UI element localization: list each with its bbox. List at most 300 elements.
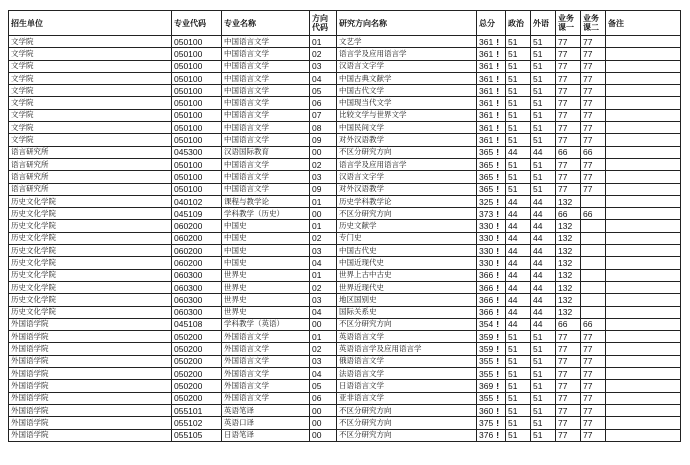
- cell-course-one: 77: [556, 48, 581, 60]
- cell-total-score: [477, 60, 506, 72]
- cell-major-code: 060300: [172, 269, 222, 281]
- cell-major-code: 050100: [172, 109, 222, 121]
- cell-foreign-language: 44: [531, 195, 556, 207]
- cell-total-score: [477, 306, 506, 318]
- cell-remark: [606, 417, 681, 429]
- cell-total-score: [477, 294, 506, 306]
- cell-politics: 44: [506, 208, 531, 220]
- cell-direction-code: 01: [310, 331, 337, 343]
- cell-course-two: [581, 232, 606, 244]
- cell-direction-name: 中国近现代史: [337, 257, 477, 269]
- cell-course-two: 77: [581, 429, 606, 441]
- cell-direction-name: 汉语言文字学: [337, 60, 477, 72]
- cell-unit: 语言研究所: [9, 158, 172, 170]
- cell-politics: 51: [506, 122, 531, 134]
- cell-direction-code: 07: [310, 109, 337, 121]
- cell-major-name: 外国语言文学: [222, 392, 310, 404]
- cell-foreign-language: 44: [531, 269, 556, 281]
- cell-direction-code: 09: [310, 183, 337, 195]
- cell-course-two: [581, 220, 606, 232]
- cell-unit: 历史文化学院: [9, 232, 172, 244]
- cell-unit: 历史文化学院: [9, 281, 172, 293]
- cell-course-one: 132: [556, 195, 581, 207]
- cell-direction-name: 国际关系史: [337, 306, 477, 318]
- cell-major-code: 060200: [172, 257, 222, 269]
- total-score-value: 366: [479, 270, 494, 281]
- header-row: [9, 11, 681, 36]
- table-row: [9, 220, 681, 232]
- cell-major-name: 世界史: [222, 281, 310, 293]
- cell-politics: 44: [506, 257, 531, 269]
- total-score-value: 375: [479, 417, 494, 428]
- cell-course-two: 66: [581, 318, 606, 330]
- cell-politics: 44: [506, 146, 531, 158]
- total-score-value: 361: [479, 73, 494, 84]
- cell-remark: [606, 232, 681, 244]
- table-row: [9, 343, 681, 355]
- cell-unit: 外国语学院: [9, 343, 172, 355]
- cell-direction-code: 03: [310, 245, 337, 257]
- cell-politics: 51: [506, 404, 531, 416]
- table-row: [9, 60, 681, 72]
- cell-politics: 51: [506, 392, 531, 404]
- cell-politics: 51: [506, 429, 531, 441]
- cell-foreign-language: 51: [531, 368, 556, 380]
- cell-major-name: 中国语言文学: [222, 171, 310, 183]
- cell-course-one: 77: [556, 392, 581, 404]
- cell-direction-code: 02: [310, 232, 337, 244]
- cell-unit: 历史文化学院: [9, 306, 172, 318]
- cell-major-name: 中国史: [222, 257, 310, 269]
- cell-major-code: 050100: [172, 158, 222, 170]
- cell-unit: 历史文化学院: [9, 195, 172, 207]
- cell-direction-name: 世界近现代史: [337, 281, 477, 293]
- cell-course-two: 77: [581, 183, 606, 195]
- total-score-value: 354: [479, 319, 494, 330]
- table-row: [9, 195, 681, 207]
- exclamation-icon: !: [496, 245, 500, 256]
- cell-total-score: [477, 109, 506, 121]
- cell-unit: 语言研究所: [9, 171, 172, 183]
- table-row: [9, 429, 681, 441]
- table-row: [9, 331, 681, 343]
- cell-politics: 51: [506, 171, 531, 183]
- cell-major-name: 中国语言文学: [222, 60, 310, 72]
- cell-major-name: 中国语言文学: [222, 109, 310, 121]
- cell-major-name: 外国语言文学: [222, 380, 310, 392]
- cell-direction-name: 中国民间文学: [337, 122, 477, 134]
- cell-direction-name: 英语语言文学: [337, 331, 477, 343]
- cell-major-name: 学科教学（历史）: [222, 208, 310, 220]
- exclamation-icon: !: [496, 393, 500, 404]
- cell-remark: [606, 72, 681, 84]
- cell-remark: [606, 97, 681, 109]
- total-score-value: 361: [479, 36, 494, 47]
- cell-direction-name: 不区分研究方向: [337, 417, 477, 429]
- cell-total-score: [477, 183, 506, 195]
- cell-politics: 51: [506, 368, 531, 380]
- cell-foreign-language: 51: [531, 48, 556, 60]
- total-score-value: 330: [479, 221, 494, 232]
- cell-unit: 文学院: [9, 36, 172, 48]
- total-score-value: 365: [479, 147, 494, 158]
- total-score-value: 373: [479, 208, 494, 219]
- cell-direction-name: 不区分研究方向: [337, 318, 477, 330]
- cell-course-one: 132: [556, 269, 581, 281]
- cell-direction-code: 04: [310, 306, 337, 318]
- cell-course-two: 77: [581, 331, 606, 343]
- cell-course-two: 77: [581, 343, 606, 355]
- cell-direction-code: 03: [310, 294, 337, 306]
- cell-direction-code: 00: [310, 146, 337, 158]
- cell-major-name: 日语笔译: [222, 429, 310, 441]
- total-score-value: 366: [479, 294, 494, 305]
- table-row: [9, 171, 681, 183]
- exclamation-icon: !: [496, 233, 500, 244]
- table-row: [9, 318, 681, 330]
- table-row: [9, 245, 681, 257]
- cell-major-code: 045300: [172, 146, 222, 158]
- exclamation-icon: !: [496, 368, 500, 379]
- cell-course-two: 77: [581, 97, 606, 109]
- total-score-value: 355: [479, 356, 494, 367]
- exclamation-icon: !: [496, 98, 500, 109]
- cell-major-code: 045109: [172, 208, 222, 220]
- cell-course-one: 77: [556, 97, 581, 109]
- cell-direction-name: 法语语言文学: [337, 368, 477, 380]
- cell-foreign-language: 44: [531, 257, 556, 269]
- cell-foreign-language: 51: [531, 331, 556, 343]
- cell-unit: 语言研究所: [9, 146, 172, 158]
- cell-unit: 文学院: [9, 122, 172, 134]
- cell-course-two: 77: [581, 85, 606, 97]
- cell-unit: 外国语学院: [9, 404, 172, 416]
- cell-remark: [606, 245, 681, 257]
- cell-course-two: 77: [581, 60, 606, 72]
- cell-total-score: [477, 257, 506, 269]
- cell-remark: [606, 368, 681, 380]
- cell-foreign-language: 51: [531, 85, 556, 97]
- cell-unit: 外国语学院: [9, 355, 172, 367]
- cell-major-name: 中国语言文学: [222, 97, 310, 109]
- cell-major-code: 050100: [172, 183, 222, 195]
- exclamation-icon: !: [496, 171, 500, 182]
- cell-total-score: [477, 380, 506, 392]
- cell-course-two: 66: [581, 208, 606, 220]
- cell-direction-name: 对外汉语教学: [337, 134, 477, 146]
- total-score-value: 376: [479, 430, 494, 441]
- exclamation-icon: !: [496, 221, 500, 232]
- cell-direction-name: 不区分研究方向: [337, 208, 477, 220]
- cell-unit: 文学院: [9, 60, 172, 72]
- total-score-value: 360: [479, 405, 494, 416]
- cell-foreign-language: 44: [531, 208, 556, 220]
- cell-foreign-language: 51: [531, 355, 556, 367]
- cell-direction-code: 05: [310, 85, 337, 97]
- cell-major-name: 英语笔译: [222, 404, 310, 416]
- cell-major-code: 060300: [172, 281, 222, 293]
- cell-unit: 外国语学院: [9, 392, 172, 404]
- cell-major-code: 040102: [172, 195, 222, 207]
- table-row: [9, 146, 681, 158]
- cell-unit: 外国语学院: [9, 429, 172, 441]
- cell-major-name: 世界史: [222, 269, 310, 281]
- cell-direction-code: 02: [310, 343, 337, 355]
- cell-course-two: [581, 269, 606, 281]
- table-row: [9, 294, 681, 306]
- cell-major-name: 外国语言文学: [222, 343, 310, 355]
- exclamation-icon: !: [496, 430, 500, 441]
- cell-foreign-language: 51: [531, 429, 556, 441]
- cell-unit: 文学院: [9, 85, 172, 97]
- cell-major-code: 050100: [172, 171, 222, 183]
- cell-course-one: 77: [556, 429, 581, 441]
- cell-politics: 51: [506, 183, 531, 195]
- cell-course-one: 77: [556, 171, 581, 183]
- cell-total-score: [477, 48, 506, 60]
- col-header: 政治: [506, 11, 531, 36]
- table-row: [9, 306, 681, 318]
- cell-total-score: [477, 281, 506, 293]
- cell-foreign-language: 44: [531, 232, 556, 244]
- cell-unit: 文学院: [9, 48, 172, 60]
- total-score-value: 355: [479, 393, 494, 404]
- total-score-value: 330: [479, 245, 494, 256]
- cell-course-two: 77: [581, 355, 606, 367]
- table-row: [9, 355, 681, 367]
- cell-major-code: 050100: [172, 72, 222, 84]
- cell-total-score: [477, 269, 506, 281]
- cell-course-one: 77: [556, 355, 581, 367]
- cell-politics: 51: [506, 331, 531, 343]
- cell-direction-code: 04: [310, 72, 337, 84]
- exclamation-icon: !: [496, 294, 500, 305]
- cell-direction-name: 地区国别史: [337, 294, 477, 306]
- cell-major-code: 060200: [172, 245, 222, 257]
- total-score-value: 366: [479, 282, 494, 293]
- cell-direction-code: 08: [310, 122, 337, 134]
- cell-politics: 44: [506, 281, 531, 293]
- cell-remark: [606, 48, 681, 60]
- cell-course-one: 77: [556, 343, 581, 355]
- cell-politics: 44: [506, 318, 531, 330]
- cell-direction-code: 04: [310, 257, 337, 269]
- cell-direction-name: 不区分研究方向: [337, 404, 477, 416]
- total-score-value: 325: [479, 196, 494, 207]
- cell-direction-name: 对外汉语教学: [337, 183, 477, 195]
- col-header: 研究方向名称: [337, 11, 477, 36]
- cell-direction-name: 中国古典文献学: [337, 72, 477, 84]
- cell-total-score: [477, 417, 506, 429]
- col-header: 外语: [531, 11, 556, 36]
- exclamation-icon: !: [496, 282, 500, 293]
- cell-direction-name: 俄语语言文学: [337, 355, 477, 367]
- cell-course-two: 77: [581, 380, 606, 392]
- cell-foreign-language: 44: [531, 220, 556, 232]
- cell-politics: 51: [506, 355, 531, 367]
- cell-course-one: 132: [556, 281, 581, 293]
- cell-foreign-language: 51: [531, 380, 556, 392]
- cell-course-two: 77: [581, 404, 606, 416]
- cell-course-one: 77: [556, 331, 581, 343]
- exclamation-icon: !: [496, 85, 500, 96]
- cell-major-name: 外国语言文学: [222, 368, 310, 380]
- col-header: 业务课二: [581, 11, 606, 36]
- cell-direction-code: 03: [310, 60, 337, 72]
- exclamation-icon: !: [496, 356, 500, 367]
- cell-unit: 历史文化学院: [9, 294, 172, 306]
- cell-unit: 历史文化学院: [9, 269, 172, 281]
- cell-direction-name: 中国古代文学: [337, 85, 477, 97]
- cell-course-one: 77: [556, 404, 581, 416]
- cell-politics: 51: [506, 85, 531, 97]
- cell-politics: 51: [506, 158, 531, 170]
- cell-total-score: [477, 208, 506, 220]
- cell-unit: 文学院: [9, 97, 172, 109]
- cell-direction-name: 语言学及应用语言学: [337, 158, 477, 170]
- table-row: [9, 269, 681, 281]
- table-row: [9, 134, 681, 146]
- cell-course-one: 77: [556, 183, 581, 195]
- cell-course-two: 77: [581, 48, 606, 60]
- total-score-value: 361: [479, 48, 494, 59]
- cell-direction-name: 汉语言文字学: [337, 171, 477, 183]
- cell-direction-code: 06: [310, 392, 337, 404]
- cell-total-score: [477, 368, 506, 380]
- cell-remark: [606, 109, 681, 121]
- exclamation-icon: !: [496, 122, 500, 133]
- cell-course-one: 132: [556, 245, 581, 257]
- cell-direction-name: 不区分研究方向: [337, 429, 477, 441]
- cell-course-two: 77: [581, 392, 606, 404]
- cell-remark: [606, 404, 681, 416]
- exclamation-icon: !: [496, 73, 500, 84]
- cell-politics: 44: [506, 232, 531, 244]
- cell-total-score: [477, 134, 506, 146]
- cell-course-one: 77: [556, 60, 581, 72]
- cell-remark: [606, 306, 681, 318]
- total-score-value: 330: [479, 257, 494, 268]
- cell-course-two: 77: [581, 134, 606, 146]
- col-header: 专业代码: [172, 11, 222, 36]
- cell-direction-name: 语言学及应用语言学: [337, 48, 477, 60]
- cell-direction-code: 02: [310, 281, 337, 293]
- cell-major-name: 中国史: [222, 245, 310, 257]
- table-row: [9, 97, 681, 109]
- cell-major-name: 中国史: [222, 220, 310, 232]
- col-header: 方向代码: [310, 11, 337, 36]
- table-row: [9, 48, 681, 60]
- cell-politics: 51: [506, 72, 531, 84]
- exclamation-icon: !: [496, 135, 500, 146]
- cell-major-code: 055105: [172, 429, 222, 441]
- cell-direction-code: 00: [310, 417, 337, 429]
- cell-unit: 外国语学院: [9, 368, 172, 380]
- cell-total-score: [477, 195, 506, 207]
- cell-major-name: 中国史: [222, 232, 310, 244]
- cell-major-code: 050200: [172, 331, 222, 343]
- cell-course-two: [581, 195, 606, 207]
- cell-major-code: 060200: [172, 232, 222, 244]
- cell-course-one: 132: [556, 220, 581, 232]
- cell-foreign-language: 44: [531, 306, 556, 318]
- exclamation-icon: !: [496, 61, 500, 72]
- cell-major-name: 学科教学（英语）: [222, 318, 310, 330]
- cell-major-name: 英语口译: [222, 417, 310, 429]
- cell-direction-code: 00: [310, 429, 337, 441]
- cell-major-name: 外国语言文学: [222, 331, 310, 343]
- cell-course-one: 77: [556, 72, 581, 84]
- cell-foreign-language: 51: [531, 122, 556, 134]
- cell-total-score: [477, 331, 506, 343]
- exclamation-icon: !: [496, 344, 500, 355]
- cell-foreign-language: 51: [531, 158, 556, 170]
- cell-remark: [606, 146, 681, 158]
- cell-direction-code: 01: [310, 269, 337, 281]
- total-score-value: 365: [479, 171, 494, 182]
- total-score-value: 359: [479, 344, 494, 355]
- cell-remark: [606, 134, 681, 146]
- table-row: [9, 417, 681, 429]
- total-score-value: 361: [479, 122, 494, 133]
- cell-remark: [606, 294, 681, 306]
- table-row: [9, 208, 681, 220]
- cell-course-two: 77: [581, 368, 606, 380]
- cell-direction-name: 亚非语言文学: [337, 392, 477, 404]
- table-row: [9, 36, 681, 48]
- cell-major-name: 中国语言文学: [222, 36, 310, 48]
- cell-direction-name: 历史文献学: [337, 220, 477, 232]
- table-row: [9, 392, 681, 404]
- cell-total-score: [477, 171, 506, 183]
- exclamation-icon: !: [496, 417, 500, 428]
- cell-major-code: 055102: [172, 417, 222, 429]
- table-row: [9, 85, 681, 97]
- cell-course-two: 77: [581, 72, 606, 84]
- cell-course-one: 77: [556, 380, 581, 392]
- cell-remark: [606, 220, 681, 232]
- cell-total-score: [477, 318, 506, 330]
- cell-direction-name: 英语语言学及应用语言学: [337, 343, 477, 355]
- cell-direction-code: 02: [310, 158, 337, 170]
- cell-major-code: 050200: [172, 355, 222, 367]
- cell-remark: [606, 171, 681, 183]
- cell-politics: 51: [506, 36, 531, 48]
- cell-foreign-language: 44: [531, 281, 556, 293]
- cell-politics: 44: [506, 306, 531, 318]
- cell-foreign-language: 44: [531, 245, 556, 257]
- cell-direction-code: 03: [310, 355, 337, 367]
- total-score-value: 365: [479, 184, 494, 195]
- cell-foreign-language: 44: [531, 146, 556, 158]
- cell-major-code: 050200: [172, 368, 222, 380]
- table-row: [9, 122, 681, 134]
- cell-major-name: 中国语言文学: [222, 48, 310, 60]
- cell-direction-name: 历史学科教学论: [337, 195, 477, 207]
- cell-foreign-language: 51: [531, 97, 556, 109]
- cell-major-code: 050200: [172, 343, 222, 355]
- cell-direction-name: 比较文学与世界文学: [337, 109, 477, 121]
- cell-foreign-language: 51: [531, 36, 556, 48]
- total-score-value: 361: [479, 61, 494, 72]
- cell-total-score: [477, 146, 506, 158]
- cell-remark: [606, 429, 681, 441]
- cell-course-one: 66: [556, 208, 581, 220]
- cell-foreign-language: 51: [531, 343, 556, 355]
- cell-total-score: [477, 429, 506, 441]
- total-score-value: 369: [479, 380, 494, 391]
- cell-major-name: 中国语言文学: [222, 85, 310, 97]
